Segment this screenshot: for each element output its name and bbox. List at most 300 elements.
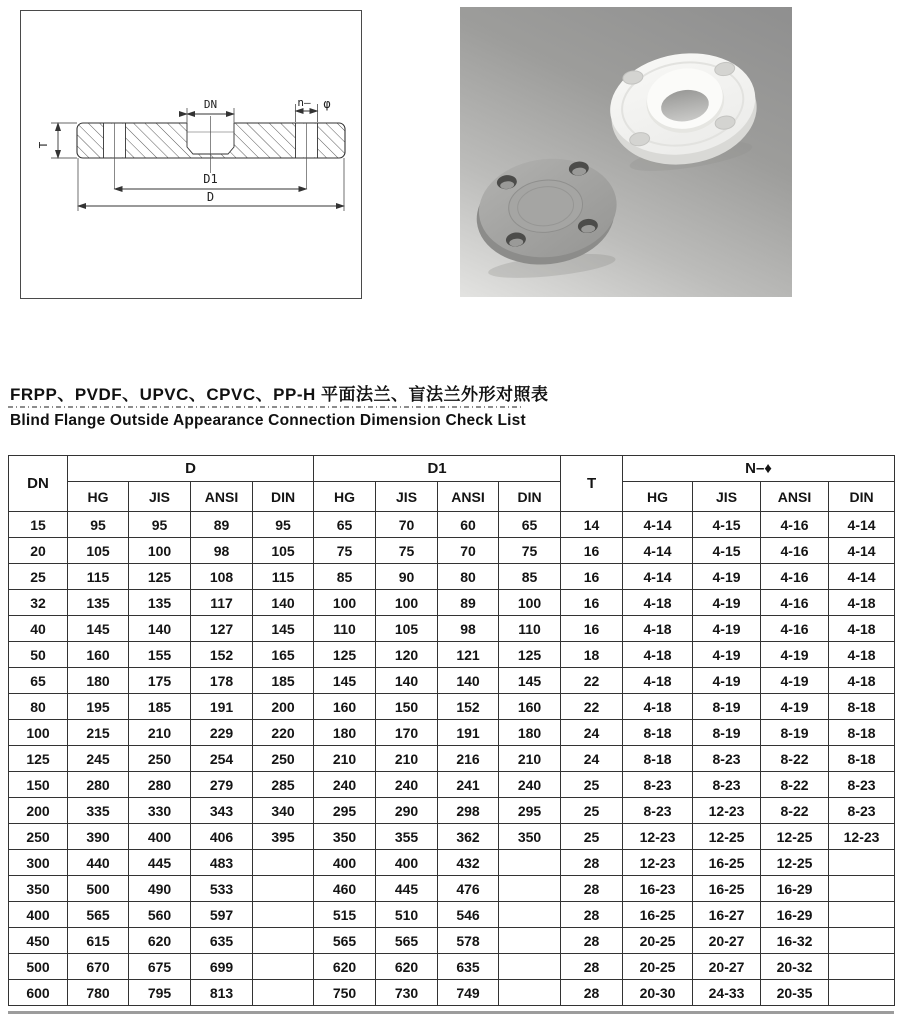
value-cell: 8-18 [829,720,895,746]
header-d1: D1 [314,456,561,482]
table-row [9,694,895,720]
value-cell: 98 [191,538,253,564]
value-cell: 200 [253,694,314,720]
value-cell: 620 [314,954,376,980]
value-cell: 20-25 [623,954,693,980]
value-cell: 85 [499,564,561,590]
value-cell: 178 [191,668,253,694]
value-cell: 750 [314,980,376,1006]
value-cell: 730 [376,980,438,1006]
value-cell: 145 [314,668,376,694]
value-cell: 28 [561,902,623,928]
table-row [9,746,895,772]
dn-cell: 200 [9,798,68,824]
value-cell: 152 [438,694,499,720]
value-cell: 170 [376,720,438,746]
value-cell: 395 [253,824,314,850]
header-d: D [68,456,314,482]
value-cell: 175 [129,668,191,694]
value-cell: 4-19 [761,668,829,694]
value-cell: 12-23 [693,798,761,824]
value-cell: 155 [129,642,191,668]
value-cell: 4-18 [829,616,895,642]
value-cell [253,850,314,876]
value-cell: 4-19 [693,616,761,642]
value-cell: 250 [253,746,314,772]
value-cell: 14 [561,512,623,538]
value-cell: 22 [561,694,623,720]
value-cell: 245 [68,746,129,772]
flange-photo [460,7,792,297]
header-dn: DN [9,456,68,512]
value-cell: 215 [68,720,129,746]
value-cell: 285 [253,772,314,798]
value-cell: 145 [253,616,314,642]
value-cell: 445 [376,876,438,902]
value-cell: 185 [129,694,191,720]
dim-label-n: n– [297,96,311,109]
value-cell: 362 [438,824,499,850]
dn-cell: 300 [9,850,68,876]
value-cell: 565 [376,928,438,954]
value-cell: 20-35 [761,980,829,1006]
value-cell: 25 [561,772,623,798]
value-cell: 290 [376,798,438,824]
value-cell: 8-23 [829,772,895,798]
value-cell: 95 [253,512,314,538]
value-cell: 8-18 [829,746,895,772]
value-cell: 125 [314,642,376,668]
value-cell: 241 [438,772,499,798]
value-cell: 749 [438,980,499,1006]
value-cell: 8-19 [761,720,829,746]
value-cell: 620 [129,928,191,954]
value-cell: 8-22 [761,772,829,798]
table-row [9,824,895,850]
value-cell: 191 [191,694,253,720]
value-cell: 490 [129,876,191,902]
header-d1-ansi: ANSI [438,482,499,512]
value-cell: 4-19 [761,642,829,668]
value-cell: 145 [68,616,129,642]
value-cell: 220 [253,720,314,746]
table-row [9,928,895,954]
value-cell: 165 [253,642,314,668]
dn-cell: 450 [9,928,68,954]
value-cell [829,980,895,1006]
header-d-jis: JIS [129,482,191,512]
value-cell: 135 [68,590,129,616]
gray-blind-flange [471,152,623,283]
dn-cell: 20 [9,538,68,564]
value-cell: 89 [438,590,499,616]
value-cell: 180 [499,720,561,746]
value-cell: 16 [561,564,623,590]
dn-cell: 50 [9,642,68,668]
value-cell: 635 [438,954,499,980]
value-cell: 8-23 [693,746,761,772]
header-d-ansi: ANSI [191,482,253,512]
table-row [9,980,895,1006]
value-cell: 432 [438,850,499,876]
value-cell: 699 [191,954,253,980]
dn-cell: 150 [9,772,68,798]
value-cell: 4-16 [761,512,829,538]
table-row [9,590,895,616]
value-cell: 476 [438,876,499,902]
value-cell: 16 [561,616,623,642]
value-cell: 4-18 [623,642,693,668]
value-cell: 16-25 [693,850,761,876]
value-cell: 4-15 [693,538,761,564]
value-cell: 191 [438,720,499,746]
value-cell: 210 [376,746,438,772]
value-cell [829,928,895,954]
value-cell: 355 [376,824,438,850]
value-cell: 390 [68,824,129,850]
value-cell: 350 [314,824,376,850]
value-cell: 4-18 [623,668,693,694]
value-cell: 20-27 [693,954,761,980]
value-cell: 150 [376,694,438,720]
value-cell: 100 [129,538,191,564]
value-cell: 400 [314,850,376,876]
table-row [9,850,895,876]
table-row [9,642,895,668]
value-cell: 12-25 [761,850,829,876]
value-cell: 8-22 [761,746,829,772]
dim-label-phi: φ [323,97,331,111]
header-t: T [561,456,623,512]
value-cell: 298 [438,798,499,824]
value-cell: 4-19 [693,564,761,590]
value-cell: 18 [561,642,623,668]
value-cell: 795 [129,980,191,1006]
value-cell: 22 [561,668,623,694]
value-cell: 8-23 [829,798,895,824]
value-cell: 110 [499,616,561,642]
value-cell: 12-23 [623,850,693,876]
value-cell: 500 [68,876,129,902]
dim-n-phi [296,96,331,122]
value-cell: 4-14 [829,538,895,564]
value-cell: 210 [499,746,561,772]
value-cell: 28 [561,980,623,1006]
value-cell: 4-14 [829,564,895,590]
value-cell [499,980,561,1006]
value-cell: 8-18 [623,720,693,746]
value-cell: 85 [314,564,376,590]
value-cell: 28 [561,954,623,980]
table-row [9,512,895,538]
header-d-din: DIN [253,482,314,512]
header-n-hg: HG [623,482,693,512]
table-row [9,798,895,824]
value-cell: 4-18 [623,616,693,642]
value-cell: 4-14 [829,512,895,538]
value-cell: 4-18 [829,642,895,668]
value-cell: 8-18 [623,746,693,772]
value-cell: 675 [129,954,191,980]
value-cell: 240 [314,772,376,798]
value-cell: 210 [314,746,376,772]
value-cell: 515 [314,902,376,928]
value-cell: 8-22 [761,798,829,824]
value-cell: 4-15 [693,512,761,538]
title-english: Blind Flange Outside Appearance Connection Dimension Check List [10,412,526,429]
value-cell: 75 [314,538,376,564]
value-cell: 115 [68,564,129,590]
dn-cell: 100 [9,720,68,746]
dn-cell: 65 [9,668,68,694]
value-cell [253,928,314,954]
value-cell: 350 [499,824,561,850]
value-cell: 4-18 [623,590,693,616]
value-cell [829,954,895,980]
dn-cell: 500 [9,954,68,980]
value-cell: 330 [129,798,191,824]
value-cell: 20-30 [623,980,693,1006]
value-cell: 70 [376,512,438,538]
dn-cell: 250 [9,824,68,850]
table-row [9,668,895,694]
value-cell: 620 [376,954,438,980]
value-cell: 340 [253,798,314,824]
value-cell: 20-25 [623,928,693,954]
table-row [9,772,895,798]
value-cell: 254 [191,746,253,772]
value-cell: 445 [129,850,191,876]
value-cell: 295 [499,798,561,824]
dn-cell: 600 [9,980,68,1006]
value-cell: 195 [68,694,129,720]
value-cell: 16-32 [761,928,829,954]
value-cell: 8-23 [623,772,693,798]
value-cell [253,980,314,1006]
dim-d1 [115,172,307,189]
value-cell: 813 [191,980,253,1006]
value-cell: 16-27 [693,902,761,928]
value-cell: 578 [438,928,499,954]
value-cell: 65 [499,512,561,538]
title-chinese: FRPP、PVDF、UPVC、CPVC、PP-H 平面法兰、盲法兰外形对照表 [10,385,549,404]
value-cell: 110 [314,616,376,642]
value-cell: 25 [561,798,623,824]
value-cell: 25 [561,824,623,850]
value-cell: 510 [376,902,438,928]
value-cell: 70 [438,538,499,564]
value-cell: 560 [129,902,191,928]
value-cell: 75 [499,538,561,564]
table-row [9,616,895,642]
value-cell: 16-25 [693,876,761,902]
value-cell: 89 [191,512,253,538]
dn-cell: 40 [9,616,68,642]
dim-label-dn: DN [203,98,218,111]
table-body [9,512,895,1006]
value-cell [499,902,561,928]
value-cell: 4-19 [693,590,761,616]
value-cell: 160 [499,694,561,720]
title-divider [8,406,524,408]
value-cell [499,850,561,876]
dn-cell: 32 [9,590,68,616]
value-cell: 140 [438,668,499,694]
value-cell: 95 [68,512,129,538]
value-cell: 250 [129,746,191,772]
header-n-jis: JIS [693,482,761,512]
value-cell: 4-16 [761,564,829,590]
value-cell: 152 [191,642,253,668]
table-row [9,564,895,590]
value-cell: 140 [376,668,438,694]
value-cell: 125 [129,564,191,590]
value-cell [829,902,895,928]
header-n-phi: N–♦ [623,456,895,482]
dn-cell: 15 [9,512,68,538]
value-cell: 780 [68,980,129,1006]
value-cell: 140 [129,616,191,642]
dim-t [37,123,77,158]
value-cell: 8-19 [693,694,761,720]
value-cell: 185 [253,668,314,694]
value-cell: 8-19 [693,720,761,746]
value-cell: 16 [561,538,623,564]
value-cell: 4-14 [623,564,693,590]
table-row [9,720,895,746]
value-cell: 140 [253,590,314,616]
flange-body [77,122,345,158]
value-cell: 400 [376,850,438,876]
dn-cell: 125 [9,746,68,772]
value-cell: 565 [314,928,376,954]
value-cell: 4-18 [829,590,895,616]
header-n-ansi: ANSI [761,482,829,512]
value-cell: 4-19 [761,694,829,720]
value-cell: 4-16 [761,538,829,564]
flange-photo-svg [460,7,792,297]
value-cell: 240 [376,772,438,798]
value-cell: 16 [561,590,623,616]
value-cell: 135 [129,590,191,616]
value-cell: 12-25 [761,824,829,850]
value-cell: 20-27 [693,928,761,954]
value-cell: 105 [253,538,314,564]
value-cell: 615 [68,928,129,954]
table-row [9,538,895,564]
value-cell: 460 [314,876,376,902]
value-cell: 295 [314,798,376,824]
value-cell: 20-32 [761,954,829,980]
value-cell [253,876,314,902]
value-cell: 105 [376,616,438,642]
value-cell: 115 [253,564,314,590]
value-cell: 105 [68,538,129,564]
value-cell: 108 [191,564,253,590]
value-cell: 24 [561,746,623,772]
value-cell: 60 [438,512,499,538]
value-cell: 4-18 [829,668,895,694]
value-cell [499,954,561,980]
value-cell: 16-25 [623,902,693,928]
value-cell [499,928,561,954]
value-cell: 12-23 [623,824,693,850]
value-cell: 400 [129,824,191,850]
value-cell: 240 [499,772,561,798]
value-cell: 565 [68,902,129,928]
table-row [9,954,895,980]
value-cell: 4-18 [623,694,693,720]
value-cell: 180 [314,720,376,746]
table-bottom-rule [8,1011,894,1014]
dim-label-t: T [37,141,50,149]
dim-label-d1: D1 [203,172,218,186]
value-cell: 546 [438,902,499,928]
value-cell: 8-23 [623,798,693,824]
value-cell: 4-16 [761,616,829,642]
value-cell [499,876,561,902]
value-cell: 16-29 [761,902,829,928]
value-cell: 4-16 [761,590,829,616]
value-cell: 8-18 [829,694,895,720]
value-cell: 121 [438,642,499,668]
value-cell: 28 [561,850,623,876]
value-cell: 16-29 [761,876,829,902]
value-cell: 597 [191,902,253,928]
dn-cell: 400 [9,902,68,928]
value-cell: 4-19 [693,642,761,668]
dim-label-d: D [206,190,215,204]
value-cell: 75 [376,538,438,564]
value-cell: 210 [129,720,191,746]
value-cell: 145 [499,668,561,694]
value-cell: 670 [68,954,129,980]
value-cell: 120 [376,642,438,668]
value-cell: 98 [438,616,499,642]
value-cell: 440 [68,850,129,876]
value-cell: 335 [68,798,129,824]
value-cell: 127 [191,616,253,642]
value-cell: 28 [561,876,623,902]
value-cell: 343 [191,798,253,824]
value-cell: 160 [314,694,376,720]
table-row [9,876,895,902]
value-cell: 483 [191,850,253,876]
value-cell: 65 [314,512,376,538]
value-cell: 117 [191,590,253,616]
value-cell: 100 [314,590,376,616]
value-cell: 24-33 [693,980,761,1006]
white-flange [603,43,765,178]
value-cell: 635 [191,928,253,954]
value-cell: 90 [376,564,438,590]
value-cell [253,954,314,980]
value-cell [829,850,895,876]
value-cell: 4-14 [623,512,693,538]
header-d1-din: DIN [499,482,561,512]
value-cell: 280 [68,772,129,798]
value-cell: 95 [129,512,191,538]
value-cell: 4-14 [623,538,693,564]
value-cell: 4-19 [693,668,761,694]
value-cell [253,902,314,928]
value-cell: 406 [191,824,253,850]
value-cell: 533 [191,876,253,902]
header-d1-jis: JIS [376,482,438,512]
value-cell: 24 [561,720,623,746]
value-cell: 160 [68,642,129,668]
value-cell: 16-23 [623,876,693,902]
